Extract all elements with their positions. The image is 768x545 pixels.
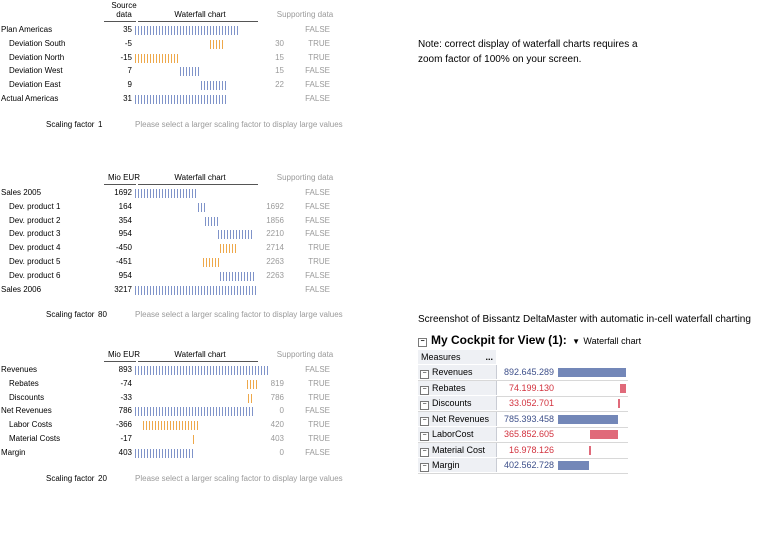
scaling-factor-label: Scaling factor xyxy=(46,310,95,320)
value-header-2: Mio EUR xyxy=(107,350,140,359)
row-value[interactable]: 35 xyxy=(123,25,132,34)
cockpit-row[interactable] xyxy=(418,365,628,381)
chart-header-rule xyxy=(138,361,258,362)
row-flag: TRUE xyxy=(308,257,330,266)
row-support: 819 xyxy=(270,378,284,388)
cockpit-row-value: 74.199.130 xyxy=(508,382,554,393)
row-support: 2210 xyxy=(266,229,284,239)
row-value[interactable]: 31 xyxy=(123,94,132,103)
cockpit-waterfall-bar xyxy=(558,415,618,424)
value-header-1: Source xyxy=(111,1,137,10)
waterfall-bar xyxy=(135,449,195,458)
row-flag: TRUE xyxy=(308,243,330,253)
waterfall-bar xyxy=(135,54,180,63)
chart-header: Waterfall chart xyxy=(174,173,226,182)
cockpit-row-name xyxy=(418,458,497,472)
row-flag: FALSE xyxy=(305,25,330,34)
collapse-row-icon[interactable]: − xyxy=(420,448,429,457)
row-value[interactable]: -451 xyxy=(115,257,132,266)
row-flag: FALSE xyxy=(305,215,330,225)
cockpit-waterfall-bar xyxy=(590,430,618,439)
note-line-1: Note: correct display of waterfall charts requires a xyxy=(418,39,638,50)
waterfall-bar xyxy=(247,380,258,389)
row-value[interactable]: -15 xyxy=(120,52,132,62)
row-label: Discounts xyxy=(9,392,45,402)
row-label: Net Revenues xyxy=(1,406,52,416)
waterfall-bar xyxy=(135,189,198,198)
row-flag: TRUE xyxy=(308,392,330,402)
scaling-factor-label: Scaling factor xyxy=(46,473,95,483)
scaling-factor-value[interactable]: 1 xyxy=(98,119,103,129)
row-label: Deviation North xyxy=(9,52,65,62)
cockpit-row-label: Rebates xyxy=(432,382,466,393)
row-support: 2263 xyxy=(266,270,284,280)
cockpit-row[interactable] xyxy=(418,443,628,459)
row-flag: TRUE xyxy=(308,378,330,388)
waterfall-bar xyxy=(135,286,256,295)
row-label: Plan Americas xyxy=(1,25,53,34)
row-label: Revenues xyxy=(1,365,38,374)
waterfall-bar xyxy=(135,407,253,416)
waterfall-bar xyxy=(198,203,204,212)
row-value[interactable]: 354 xyxy=(118,215,132,225)
scaling-factor-value[interactable]: 20 xyxy=(98,473,107,483)
row-flag: FALSE xyxy=(305,94,330,103)
row-label: Dev. product 5 xyxy=(9,257,61,266)
cockpit-row-value: 402.562.728 xyxy=(503,460,554,470)
cockpit-row[interactable] xyxy=(418,396,628,412)
cockpit-waterfall-bar xyxy=(589,446,591,455)
scaling-factor-label: Scaling factor xyxy=(46,119,95,129)
cockpit-row-label: Net Revenues xyxy=(432,413,490,424)
collapse-row-icon[interactable]: − xyxy=(420,463,429,472)
row-label: Dev. product 2 xyxy=(9,215,61,225)
row-label: Margin xyxy=(1,447,26,457)
row-support: 2714 xyxy=(266,243,284,253)
value-header-rule xyxy=(104,361,136,362)
row-value[interactable]: -450 xyxy=(115,243,132,253)
scaling-hint: Please select a larger scaling factor to display large values xyxy=(135,473,343,483)
cockpit-waterfall-bar xyxy=(558,461,589,470)
waterfall-bar xyxy=(201,81,228,90)
waterfall-bar xyxy=(210,40,225,49)
row-support: 2263 xyxy=(266,257,284,266)
row-label: Dev. product 1 xyxy=(9,201,61,211)
support-header: Supporting data xyxy=(276,350,334,359)
row-value[interactable]: 893 xyxy=(118,365,132,374)
collapse-icon[interactable]: − xyxy=(418,338,427,347)
row-value[interactable]: 1692 xyxy=(114,188,132,197)
waterfall-bar xyxy=(143,421,198,430)
dropdown-arrow-icon[interactable]: ▼ xyxy=(572,337,581,346)
cockpit-row-name xyxy=(418,412,497,426)
row-value[interactable]: 954 xyxy=(118,229,132,239)
chart-header-rule xyxy=(138,21,258,22)
row-support: 15 xyxy=(275,66,284,76)
row-value[interactable]: 954 xyxy=(118,270,132,280)
more-menu[interactable]: ... xyxy=(485,352,493,362)
support-header: Supporting data xyxy=(276,173,334,182)
cockpit-waterfall-bar xyxy=(618,399,621,408)
scaling-hint: Please select a larger scaling factor to display large values xyxy=(135,310,343,320)
cockpit-row-name xyxy=(418,365,497,379)
waterfall-bar xyxy=(135,95,228,104)
row-value[interactable]: -74 xyxy=(120,378,132,388)
row-support: 30 xyxy=(275,38,284,48)
row-value[interactable]: -17 xyxy=(120,434,132,443)
measures-header xyxy=(418,350,496,364)
scaling-factor-value[interactable]: 80 xyxy=(98,310,107,320)
row-flag: TRUE xyxy=(308,52,330,62)
row-label: Dev. product 4 xyxy=(9,243,61,253)
row-flag: FALSE xyxy=(305,406,330,416)
row-value[interactable]: 9 xyxy=(127,80,132,90)
note-text xyxy=(418,37,638,67)
cockpit-row-name xyxy=(418,396,497,410)
row-support: 15 xyxy=(275,52,284,62)
cockpit-row-label: Margin xyxy=(432,460,460,470)
waterfall-bar xyxy=(135,26,240,35)
value-header-2: data xyxy=(116,10,132,19)
row-label: Deviation West xyxy=(9,66,63,76)
value-header-2: Mio EUR xyxy=(107,173,140,182)
collapse-row-icon[interactable]: − xyxy=(420,370,429,379)
cockpit-title-bar xyxy=(418,333,641,347)
row-value[interactable]: 7 xyxy=(127,66,132,76)
cockpit-row[interactable] xyxy=(418,427,628,443)
row-support: 0 xyxy=(279,406,284,416)
cockpit-row[interactable] xyxy=(418,412,628,428)
scaling-hint: Please select a larger scaling factor to display large values xyxy=(135,119,343,129)
waterfall-bar xyxy=(180,67,201,76)
waterfall-bar xyxy=(248,394,253,403)
row-flag: TRUE xyxy=(308,38,330,48)
cockpit-title: My Cockpit for View (1): xyxy=(431,333,567,347)
cockpit-row-name xyxy=(418,381,497,395)
row-flag: FALSE xyxy=(305,447,330,457)
collapse-row-icon[interactable]: − xyxy=(420,386,429,395)
row-value[interactable]: 3217 xyxy=(114,284,132,294)
row-label: Deviation East xyxy=(9,80,61,90)
row-value[interactable]: -366 xyxy=(115,420,132,430)
cockpit-row-label: LaborCost xyxy=(432,429,474,439)
chart-header-rule xyxy=(138,184,258,185)
waterfall-bar xyxy=(218,230,254,239)
row-label: Material Costs xyxy=(9,434,61,443)
note-line-2: zoom factor of 100% on your screen. xyxy=(418,54,582,65)
value-header-rule xyxy=(104,184,136,185)
waterfall-bar xyxy=(193,435,196,444)
cockpit-waterfall-bar xyxy=(620,384,626,393)
row-support: 1692 xyxy=(266,201,284,211)
row-value[interactable]: -33 xyxy=(120,392,132,402)
chart-header: Waterfall chart xyxy=(174,350,226,359)
row-flag: FALSE xyxy=(305,270,330,280)
cockpit-row-label: Discounts xyxy=(432,398,472,408)
row-flag: FALSE xyxy=(305,66,330,76)
cockpit-caption: Screenshot of Bissantz DeltaMaster with automatic in-cell waterfall charting xyxy=(418,314,751,325)
row-label: Rebates xyxy=(9,378,39,388)
waterfall-bar xyxy=(203,258,220,267)
row-support: 22 xyxy=(275,80,284,90)
cockpit-row-name xyxy=(418,443,497,457)
row-value[interactable]: 786 xyxy=(118,406,132,416)
waterfall-bar xyxy=(205,217,218,226)
cockpit-row-value: 785.393.458 xyxy=(503,413,554,424)
cockpit-row-name xyxy=(418,427,497,441)
row-label: Sales 2006 xyxy=(1,284,42,294)
row-flag: FALSE xyxy=(305,365,330,374)
cockpit-row-value: 16.978.126 xyxy=(508,444,554,455)
row-value[interactable]: -5 xyxy=(124,38,132,48)
row-support: 403 xyxy=(270,434,284,443)
row-flag: FALSE xyxy=(305,188,330,197)
row-flag: TRUE xyxy=(308,434,330,443)
row-value[interactable]: 403 xyxy=(118,447,132,457)
row-support: 0 xyxy=(279,447,284,457)
cockpit-row-label: Revenues xyxy=(432,367,473,377)
row-flag: FALSE xyxy=(305,201,330,211)
support-header: Supporting data xyxy=(276,10,334,19)
cockpit-row-value: 892.645.289 xyxy=(503,367,554,377)
row-label: Dev. product 3 xyxy=(9,229,61,239)
row-support: 420 xyxy=(270,420,284,430)
chart-header: Waterfall chart xyxy=(174,10,226,19)
row-label: Sales 2005 xyxy=(1,188,42,197)
measures-label: Measures xyxy=(421,352,461,362)
waterfall-bar xyxy=(135,366,269,375)
cockpit-row-label: Material Cost xyxy=(432,444,486,455)
value-header-rule xyxy=(104,21,136,22)
collapse-row-icon[interactable]: − xyxy=(420,401,429,410)
row-label: Dev. product 6 xyxy=(9,270,61,280)
row-label: Labor Costs xyxy=(9,420,53,430)
row-flag: FALSE xyxy=(305,80,330,90)
row-flag: FALSE xyxy=(305,229,330,239)
view-type-dropdown[interactable]: Waterfall chart xyxy=(583,336,642,346)
cockpit-row-value: 365.852.605 xyxy=(503,429,554,439)
waterfall-bar xyxy=(220,272,256,281)
cockpit-waterfall-bar xyxy=(558,368,626,377)
cockpit-row[interactable] xyxy=(418,381,628,397)
row-flag: TRUE xyxy=(308,420,330,430)
row-support: 786 xyxy=(270,392,284,402)
cockpit-row[interactable] xyxy=(418,458,628,474)
waterfall-bar xyxy=(220,244,237,253)
row-value[interactable]: 164 xyxy=(118,201,132,211)
collapse-row-icon[interactable]: − xyxy=(420,417,429,426)
row-label: Deviation South xyxy=(9,38,66,48)
cockpit-row-value: 33.052.701 xyxy=(508,398,554,408)
row-flag: FALSE xyxy=(305,284,330,294)
collapse-row-icon[interactable]: − xyxy=(420,432,429,441)
row-label: Actual Americas xyxy=(1,94,59,103)
row-support: 1856 xyxy=(266,215,284,225)
